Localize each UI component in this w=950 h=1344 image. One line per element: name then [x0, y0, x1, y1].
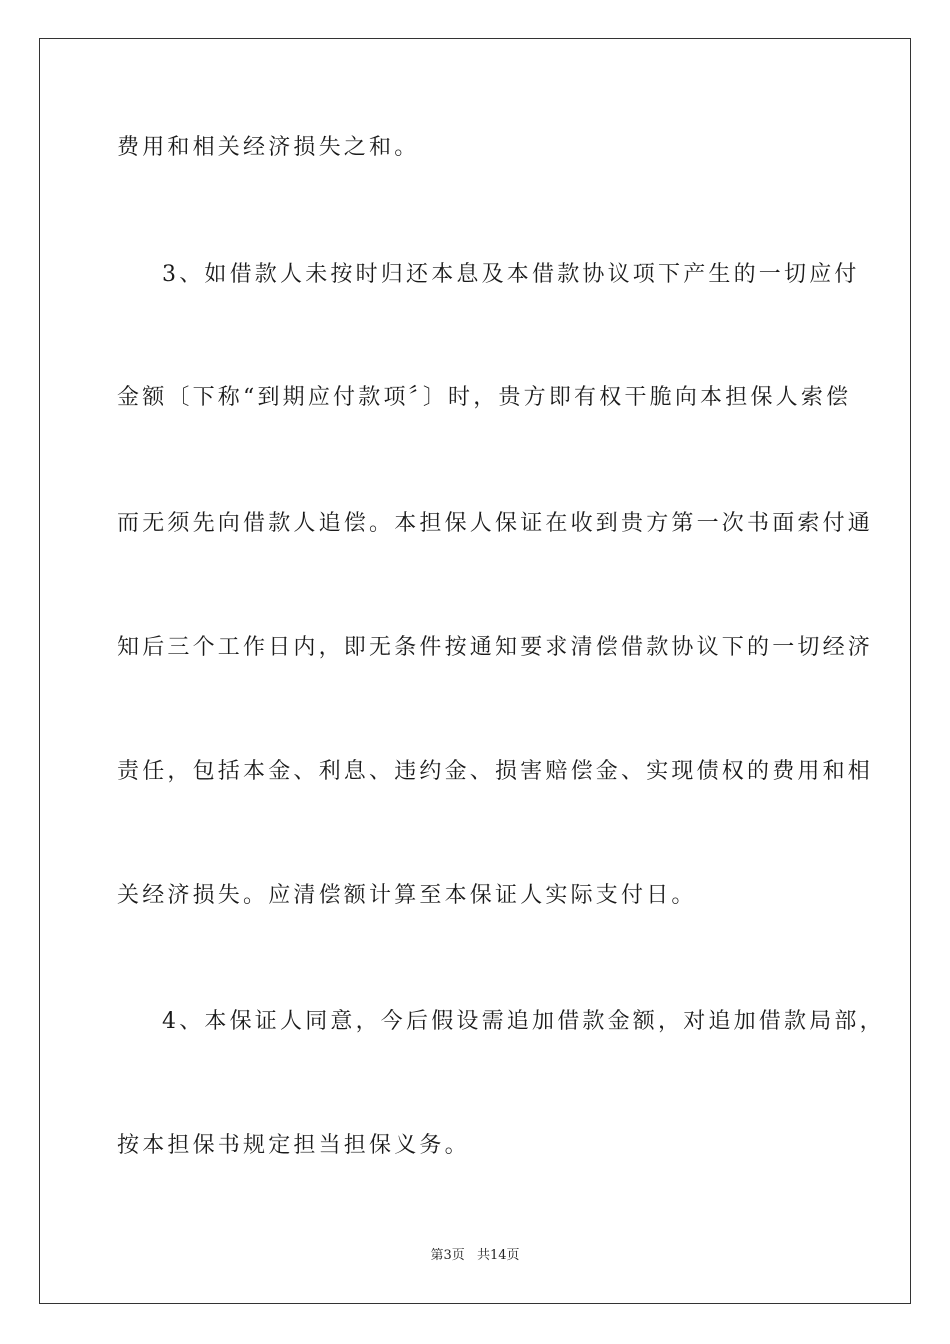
paragraph-line: 费用和相关经济损失之和。: [117, 135, 420, 160]
paragraph-line: 3、如借款人未按时归还本息及本借款协议项下产生的一切应付: [162, 262, 860, 287]
paragraph-line: 责任，包括本金、利息、违约金、损害赔偿金、实现债权的费用和相: [117, 759, 874, 784]
paragraph-line: 关经济损失。应清偿额计算至本保证人实际支付日。: [117, 883, 697, 908]
page-total: 共14页: [476, 1248, 520, 1263]
page-frame: [39, 38, 911, 1304]
paragraph-line: 而无须先向借款人追偿。本担保人保证在收到贵方第一次书面索付通: [117, 511, 874, 536]
paragraph-line: 知后三个工作日内，即无条件按通知要求清偿借款协议下的一切经济: [117, 635, 874, 660]
page-footer: [0, 1246, 950, 1266]
page-number: 第3页: [430, 1248, 465, 1263]
paragraph-line: 金额〔下称“到期应付款项〞〕时，贵方即有权干脆向本担保人索偿: [117, 385, 852, 410]
paragraph-line: 按本担保书规定担当担保义务。: [117, 1133, 470, 1158]
paragraph-line: 4、本保证人同意，今后假设需追加借款金额，对追加借款局部，: [162, 1009, 885, 1034]
